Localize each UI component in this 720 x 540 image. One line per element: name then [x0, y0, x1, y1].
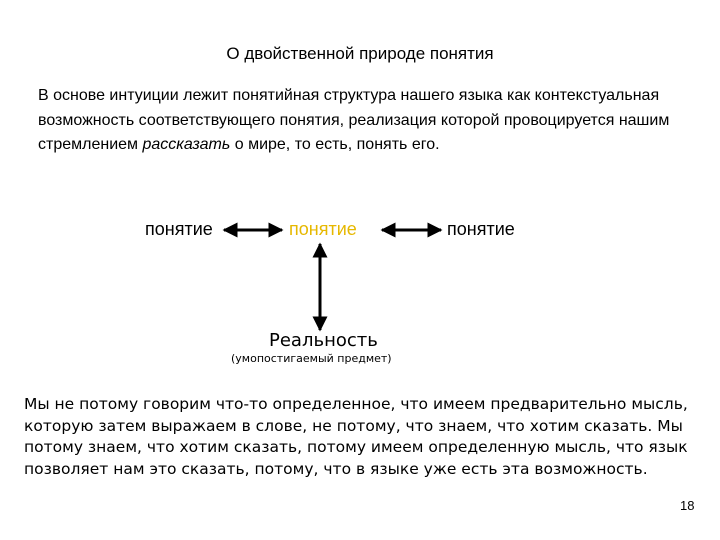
concept-center: понятие: [289, 219, 357, 239]
concept-right: понятие: [447, 219, 515, 239]
page-number: 18: [680, 498, 695, 513]
intro-emphasis: рассказать: [142, 136, 231, 153]
reality-note: (умопостигаемый предмет): [231, 352, 392, 365]
conclusion-paragraph: Мы не потому говорим что-то определенное, что имеем предварительно мысль, которую затем выражаем в слове, не потому, что знаем, что хотим сказать. Мы потому знаем, что хотим сказать, потому имеем определенную мысль, что язык позволяет нам это сказать, потому, что в языке уже есть эта возможность.: [24, 395, 688, 478]
intro-text-start: В основе интуиции лежит понятийная структура нашего языка как контекстуальная возможность соответствующего понятия, реализация которой провоцируется нашим стремлением: [38, 87, 670, 153]
slide-title: О двойственной природе понятия: [226, 44, 494, 63]
reality-label: Реальность: [269, 330, 378, 351]
intro-text-end: о мире, то есть, понять его.: [230, 136, 440, 153]
concept-left: понятие: [145, 219, 213, 239]
